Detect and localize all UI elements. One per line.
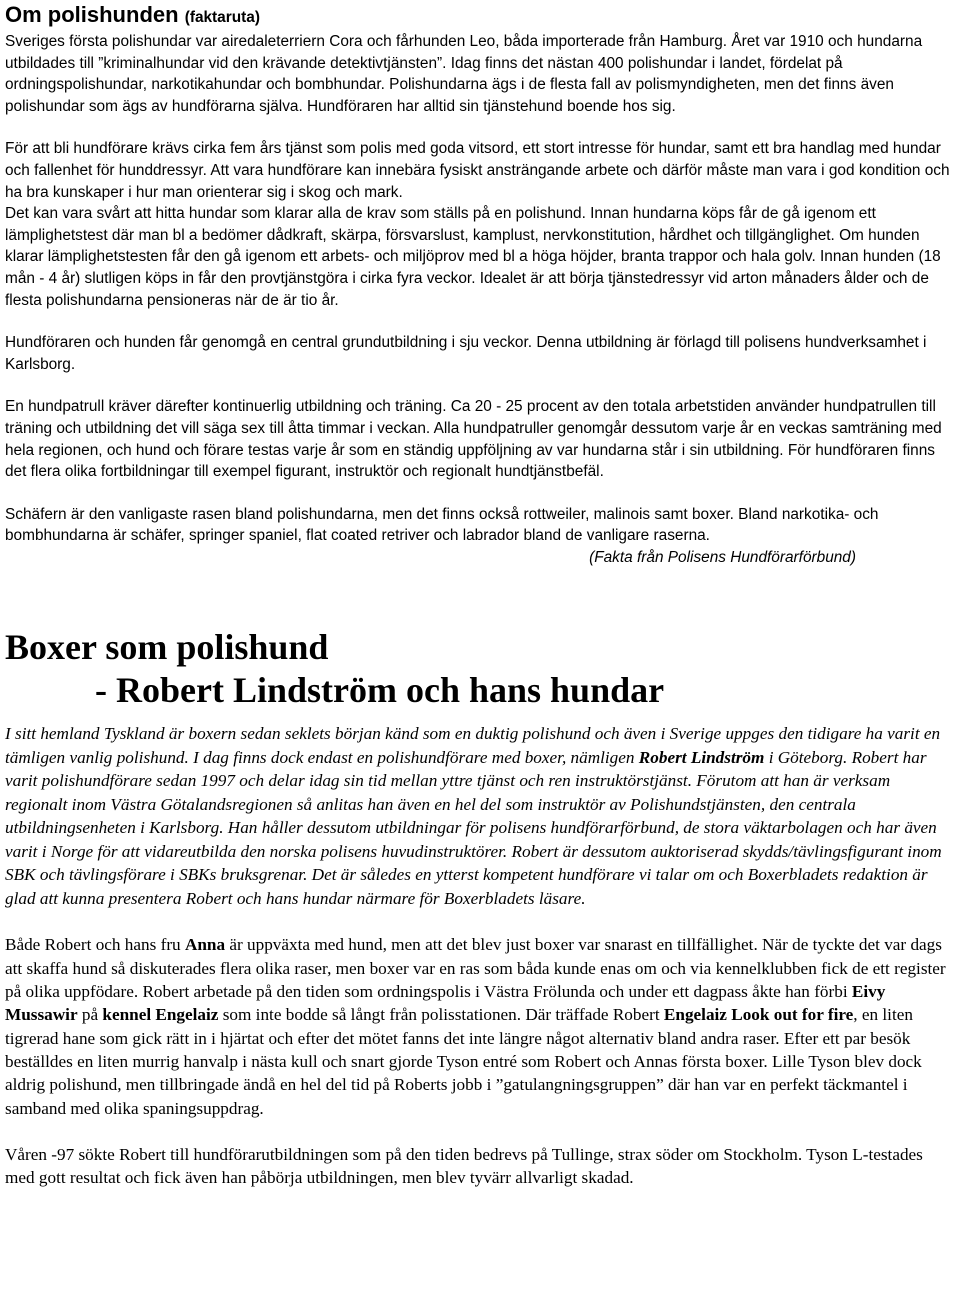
factbox-paragraph: Hundföraren och hunden får genomgå en central grundutbildning i sju veckor. Denna utbildning är förlagd till polisens hundverksamhet i Karlsborg. bbox=[5, 334, 927, 373]
paragraph-text: är uppväxta med hund, men att det blev just boxer var snarast en tillfällighet. När de tyckte det var dags att skaffa hund så diskuterades flera olika raser, men boxer var en ras som båda kunde enas om och via kennelklubben fick de ett register på olika uppfödare. Robert arbetade på den tiden som ordningspolis i Västra Frölunda och under ett dagpass åkte han förbi bbox=[5, 935, 946, 1002]
factbox bbox=[5, 0, 956, 568]
factbox-paragraph: En hundpatrull kräver därefter kontinuerlig utbildning och träning. Ca 20 - 25 procent av den totala arbetstiden använder hundpatrullen till träning och utbildning det vill säga sex till åtta timmar i veckan. Alla hundpatruller genomgår dessutom varje år en veckas samträning med hela regionen, och hund och förare testas varje år som en ständig uppföljning av var hundarna står i sin utbildning. För hundföraren finns det flera olika fortbildningar till exempel figurant, instruktör och regionalt hundtjänstbefäl. bbox=[5, 398, 942, 481]
person-name: Eivy Mussawir bbox=[5, 982, 886, 1025]
factbox-title-text: Om polishunden bbox=[5, 2, 179, 27]
intro-text: I sitt hemland Tyskland är boxern sedan seklets början känd som en duktig polishund och även i Sverige uppges den tidigare ha varit en tämligen vanlig polishund. I dag finns dock endast en polishundförare med boxer, nämligen bbox=[5, 724, 941, 767]
article-title-line2: - Robert Lindström och hans hundar bbox=[95, 670, 665, 711]
article-title-line1: Boxer som polishund bbox=[5, 627, 329, 668]
factbox-title-suffix: (faktaruta) bbox=[184, 9, 260, 26]
intro-text: i Göteborg. Robert har varit polishundförare sedan 1997 och delar idag sin tid mellan yttre tjänst och ren instruktörstjänst. Förutom att han är verksam regionalt inom Västra Götalandsregionen så anlitas han även en hel del som instruktör av Polishundstjänsten, den centrala utbildningsenheten i Karlsborg. Han håller dessutom utbildningar för polisens hundförarförbund, de stora väktarbolagen och har även varit i Norge för att vidareutbilda den norska polisens huvudinstruktörer. Robert är dessutom auktoriserad skydds/tävlingsfigurant inom SBK och tävlingsförare i SBKs bruksgrenar. Det är således en ytterst kompetent hundförare vi talar om och Boxerbladets redaktion är glad att kunna presentera Robert och hans hundar närmare för Boxerbladets läsare. bbox=[5, 747, 942, 908]
dog-name: Engelaiz Look out for fire bbox=[663, 1005, 854, 1025]
factbox-paragraph: Sveriges första polishundar var airedaleterriern Cora och fårhunden Leo, båda importerade från Hamburg. Året var 1910 och hundarna utbildades till ”kriminalhundar vid den krävande detektivtjänsten”. Idag finns det nästan 400 polishundar i landet, fördelat på ordningspolishundar, narkotikahundar och bombhundar. Polishundarna ägs i de flesta fall av polismyndigheten, men det finns även polishundar som ägs av hundförarna själva. Hundföraren har alltid sin tjänstehund boende hos sig. bbox=[5, 33, 923, 115]
article-paragraph bbox=[5, 933, 956, 1119]
factbox-paragraph: Det kan vara svårt att hitta hundar som klarar alla de krav som ställs på en polishund. Innan hundarna köps får de gå igenom ett lämplighetstest där man bl a bedömer dådkraft, skärpa, försvarslust, kamplust, nervkonstitution, hårdhet och tillgänglighet. Om hunden klarar lämplighetstesten får den gå igenom ett arbets- och miljöprov med bl a höga höjder, branta trappor och hala golv. Innan hunden (18 mån - 4 år) slutligen köps in får den provtjänstgöra i cirka fyra veckor. Idealet är att börja tjänstedressyr vid arton månaders ålder och de flesta polishundarna pensioneras när de är tio år. bbox=[5, 205, 941, 309]
factbox-title bbox=[5, 0, 956, 31]
paragraph-text: som inte bodde så långt från polisstationen. Där träffade Robert bbox=[218, 1005, 664, 1025]
kennel-name: kennel Engelaiz bbox=[102, 1005, 219, 1025]
factbox-source: (Fakta från Polisens Hundförarförbund) bbox=[589, 548, 856, 566]
article-paragraph: Våren -97 sökte Robert till hundförarutbildningen som på den tiden bedrevs på Tullinge, strax söder om Stockholm. Tyson L-testades med gott resultat och fick även han påbörja utbildningen, men blev tyvärr allvarligt skadad. bbox=[5, 1144, 923, 1188]
person-name: Anna bbox=[184, 935, 226, 955]
paragraph-text: på bbox=[77, 1005, 103, 1025]
person-name: Robert Lindström bbox=[638, 747, 765, 767]
factbox-paragraph: För att bli hundförare krävs cirka fem års tjänst som polis med goda vitsord, ett stort intresse för hundar, samt ett bra handlag med hundar och fallenhet för hunddressyr. Att vara hundförare kan innebära fysiskt ansträngande arbete och därför måste man vara i god kondition och ha bra kunskaper i hur man orienterar sig i skog och mark. bbox=[5, 140, 950, 201]
factbox-paragraph: Schäfern är den vanligaste rasen bland polishundarna, men det finns också rottweiler, malinois samt boxer. Bland narkotika- och bombhundarna är schäfer, springer spaniel, flat coated retriver och labrador bland de vanligare raserna. bbox=[5, 505, 879, 545]
paragraph-text: Både Robert och hans fru bbox=[5, 935, 185, 955]
article-intro bbox=[5, 722, 956, 910]
article bbox=[5, 626, 956, 1189]
paragraph-text: , en liten tigrerad hane som gick rätt in i hjärtat och efter det mötet fanns det inte längre något alternativ bland andra raser. Efter ett par besök beställdes en liten murrig hanvalp i nästa kull och snart gjorde Tyson entré som Robert och Annas första boxer. Lille Tyson blev dock aldrig polishund, men tillbringade ändå en hel del tid på Roberts jobb i ”gatulangningsgruppen” där han var en perfekt täckmantel i samband med olika spaningsuppdrag. bbox=[5, 1005, 922, 1118]
article-title bbox=[5, 626, 956, 712]
